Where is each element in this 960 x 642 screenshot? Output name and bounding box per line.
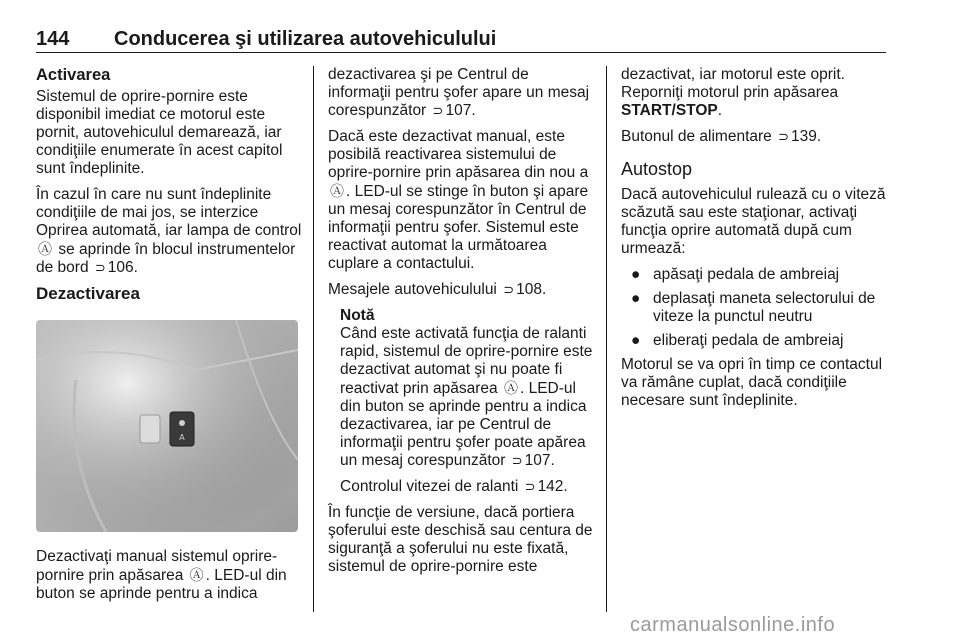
heading-activarea: Activarea [36,66,111,84]
stop-start-button-icon: Ⓐ [330,183,344,199]
header-rule [36,52,886,53]
paragraph: Dacă autovehiculul rulează cu o viteză scăzută sau este staţionar, activaţi funcţia oprire automată după cum urmează: [621,186,886,257]
page-ref-icon: ⊃ [511,453,523,468]
stop-start-button-icon: Ⓐ [189,567,204,583]
page-link[interactable]: 108. [516,281,547,298]
list-item: ● eliberaţi pedala de ambreiaj [631,332,844,349]
bullet-icon: ● [631,290,641,307]
note-label: Notă [340,307,375,324]
note-box [340,307,594,496]
watermark: carmanualsonline.info [630,614,836,636]
paragraph: dezactivarea şi pe Centrul de informaţii pentru şofer apare un mesaj corespunzător ⊃ 107. [328,66,590,119]
auto-stop-lamp-icon: Ⓐ [38,241,52,257]
page-link[interactable]: 142. [537,478,568,495]
page-link[interactable]: 139. [791,128,822,145]
column-2 [328,66,594,584]
page-link[interactable]: 107. [445,102,476,119]
note-paragraph: Controlul vitezei de ralanti ⊃ 142. [340,478,568,495]
page-link[interactable]: 107. [524,452,555,469]
svg-text:A: A [179,433,185,442]
paragraph: Sistemul de oprire-pornire este disponibil imediat ce motorul este pornit, autovehiculul demarează, iar condiţiile enumerate în acest capitol sunt îndeplinite. [36,88,283,177]
note-paragraph: Când este activată funcţia de ralanti rapid, sistemul de oprire-pornire este dezactivat automat şi nu poate fi reactivat prin apăsarea Ⓐ . LED-ul din buton se aprinde pentru a indica dezactivarea, iar pe Centrul de informaţii pentru şofer poate apărea un mesaj corespunzător ⊃ 107. [340,325,593,469]
page-ref-icon: ⊃ [524,479,536,494]
paragraph: Dezactivaţi manual sistemul oprire-pornire prin apăsarea Ⓐ . LED-ul din buton se aprinde pentru a indica [36,548,287,602]
heading-dezactivarea: Dezactivarea [36,284,140,303]
paragraph: În funcţie de versiune, dacă portiera şoferului este deschisă sau centura de siguranţă a şoferului nu este fixată, sistemul de oprire-pornire este [328,504,593,575]
list-item: ● apăsaţi pedala de ambreiaj [631,266,840,283]
column-divider-1 [313,66,314,612]
column-divider-2 [606,66,607,612]
heading-autostop: Autostop [621,159,693,179]
page-ref-icon: ⊃ [503,282,515,297]
column-1-lower [36,548,302,611]
page-title: Conducerea şi utilizarea autovehiculului [114,28,497,50]
bullet-list [621,266,887,350]
stop-start-button-photo [36,320,298,532]
page-ref-icon: ⊃ [94,260,106,275]
page-ref-icon: ⊃ [778,129,790,144]
column-1 [36,66,302,317]
column-3 [621,66,887,418]
list-item: ● deplasaţi maneta selectorului de viteze la punctul neutru [631,290,876,325]
page-number: 144 [36,28,70,50]
paragraph: În cazul în care nu sunt îndeplinite condiţiile de mai jos, se interzice Oprirea automată, iar lampa de control Ⓐ se aprinde în blocul instrumentelor de bord ⊃ 106. [36,186,302,276]
paragraph: Motorul se va opri în timp ce contactul va rămâne cuplat, dacă condiţiile necesare sunt îndeplinite. [621,356,883,409]
paragraph: Butonul de alimentare ⊃ 139. [621,128,822,145]
page-ref-icon: ⊃ [432,103,444,118]
paragraph: Mesajele autovehiculului ⊃ 108. [328,281,547,298]
bullet-icon: ● [631,266,641,283]
bullet-icon: ● [631,332,641,349]
stop-start-button-icon: Ⓐ [503,380,518,396]
paragraph: Dacă este dezactivat manual, este posibilă reactivarea sistemului de oprire-pornire prin apăsarea din nou a Ⓐ . LED-ul se stinge în buton şi apare un mesaj corespunzător în Centrul de informaţii pentru şofer. Sistemul este reactivat automat la următoarea cuplare a contactului. [328,128,589,272]
paragraph: dezactivat, iar motorul este oprit. Reporniţi motorul prin apăsarea START/STOP. [621,66,845,119]
start-stop-label: START/STOP [621,102,718,119]
page-link[interactable]: 106. [107,259,138,276]
page-header [36,28,886,52]
